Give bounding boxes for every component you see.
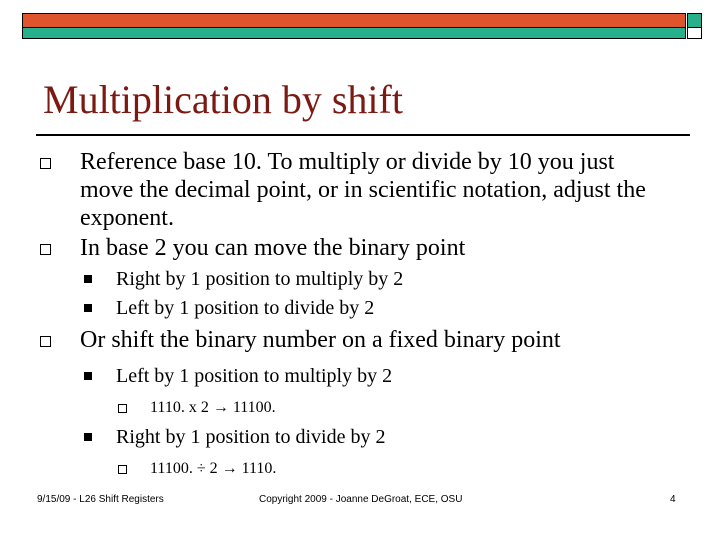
hollow-square-bullet-icon bbox=[40, 244, 51, 255]
hollow-square-bullet-icon bbox=[40, 158, 51, 169]
bullet-text: Left by 1 position to divide by 2 bbox=[116, 297, 375, 319]
slide-body bbox=[0, 146, 720, 479]
hollow-square-bullet-icon bbox=[118, 465, 127, 474]
subbullet-left-multiply bbox=[0, 364, 720, 388]
bullet-text: 11100. ÷ 2 → 1110. bbox=[150, 460, 277, 477]
hollow-square-bullet-icon bbox=[118, 404, 127, 413]
bullet-fixed-point bbox=[0, 326, 660, 354]
hollow-square-bullet-icon bbox=[40, 336, 51, 347]
solid-square-bullet-icon bbox=[84, 304, 92, 312]
page-number: 4 bbox=[670, 494, 676, 505]
slide-title: Multiplication by shift bbox=[43, 77, 403, 122]
subbullet-left-divide bbox=[0, 296, 720, 320]
header-bar-orange bbox=[22, 13, 686, 28]
bullet-text: 1110. x 2 → 11100. bbox=[150, 399, 276, 416]
bullet-text: Left by 1 position to multiply by 2 bbox=[116, 365, 393, 387]
solid-square-bullet-icon bbox=[84, 275, 92, 283]
bullet-base2 bbox=[0, 234, 660, 262]
solid-square-bullet-icon bbox=[84, 433, 92, 441]
footer-copyright: Copyright 2009 - Joanne DeGroat, ECE, OSU bbox=[259, 494, 463, 505]
header-bar-green bbox=[22, 28, 686, 39]
subbullet-right-multiply bbox=[0, 267, 720, 291]
subbullet-right-divide bbox=[0, 425, 720, 449]
bullet-text: Right by 1 position to multiply by 2 bbox=[116, 268, 404, 290]
header-square-white bbox=[687, 28, 702, 39]
header-square-green bbox=[687, 13, 702, 28]
example-divide bbox=[0, 459, 720, 479]
footer-date-title: 9/15/09 - L26 Shift Registers bbox=[37, 494, 164, 505]
title-divider bbox=[36, 134, 690, 136]
bullet-text: Reference base 10. To multiply or divide by 10 you just move the decimal point, or in scientific notation, adjust the exponent. bbox=[80, 149, 646, 231]
bullet-reference-base10 bbox=[0, 148, 660, 232]
example-multiply bbox=[0, 398, 720, 418]
bullet-text: Or shift the binary number on a fixed binary point bbox=[80, 327, 561, 353]
bullet-text: Right by 1 position to divide by 2 bbox=[116, 426, 386, 448]
solid-square-bullet-icon bbox=[84, 372, 92, 380]
bullet-text: In base 2 you can move the binary point bbox=[80, 235, 466, 261]
